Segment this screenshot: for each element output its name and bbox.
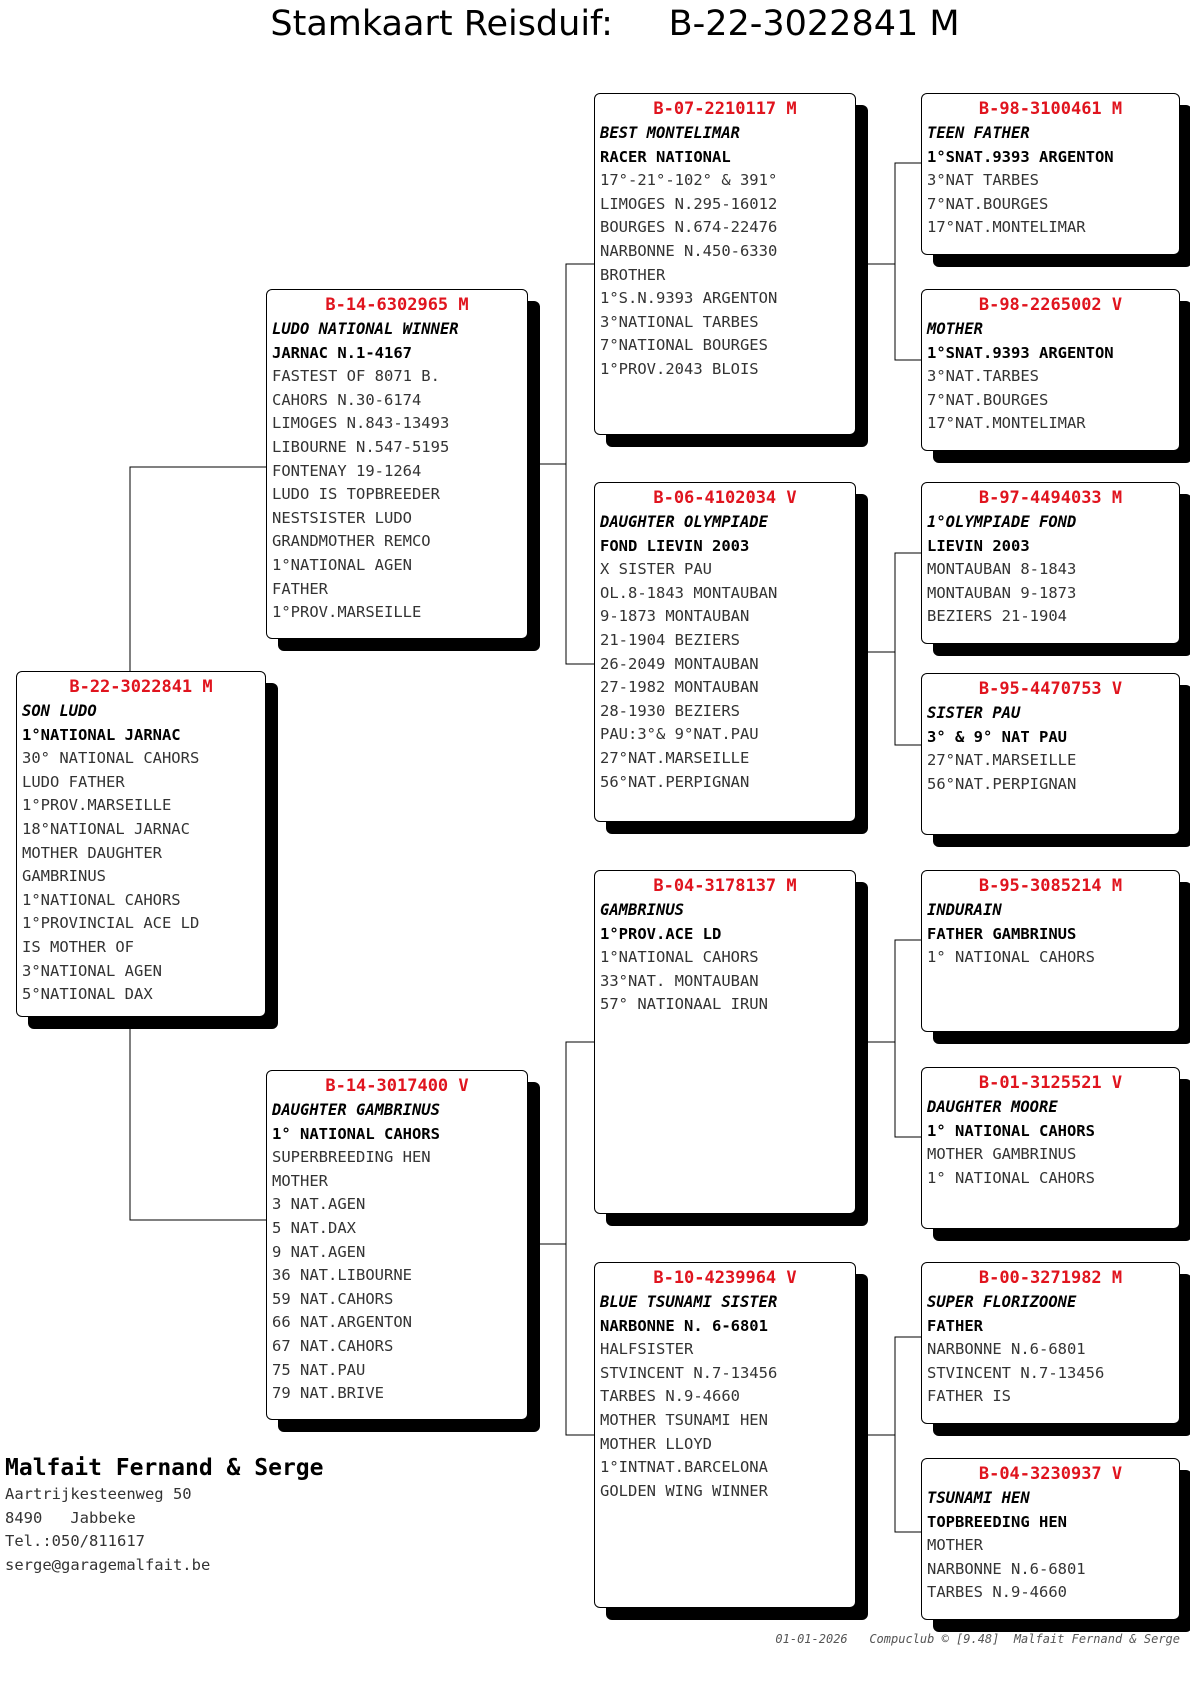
pigeon-result-line: 66 NAT.ARGENTON (272, 1313, 412, 1332)
pigeon-ring-number: B-97-4494033 M (978, 488, 1123, 508)
owner-city: 8490 Jabbeke (5, 1508, 136, 1527)
pigeon-result-line: 1°NATIONAL AGEN (272, 555, 412, 574)
pigeon-result-line: 75 NAT.PAU (272, 1360, 366, 1379)
pigeon-result-line: 5°NATIONAL DAX (22, 985, 153, 1004)
pigeon-card (266, 1070, 528, 1420)
pigeon-result-line: 56°NAT.PERPIGNAN (927, 774, 1077, 793)
pigeon-result-line: 1°NATIONAL JARNAC (22, 725, 181, 744)
pigeon-result-line: GRANDMOTHER REMCO (272, 532, 431, 551)
pigeon-card (594, 870, 856, 1214)
pigeon-card (266, 289, 528, 639)
pigeon-name: TSUNAMI HEN (927, 1489, 1030, 1507)
pigeon-name: BLUE TSUNAMI SISTER (600, 1293, 778, 1311)
pigeon-result-line: 1°NATIONAL CAHORS (22, 890, 181, 909)
pigeon-ring-number: B-06-4102034 V (653, 488, 797, 508)
pigeon-result-line: 5 NAT.DAX (272, 1218, 356, 1237)
pigeon-result-line: MOTHER GAMBRINUS (927, 1145, 1077, 1164)
pigeon-result-line: NESTSISTER LUDO (272, 508, 412, 527)
pigeon-card (921, 1262, 1180, 1424)
pigeon-result-line: 27°NAT.MARSEILLE (600, 748, 750, 767)
pigeon-result-line: NARBONNE N.6-6801 (927, 1340, 1086, 1359)
pigeon-result-line: 7°NATIONAL BOURGES (600, 336, 768, 355)
pigeon-name: INDURAIN (927, 901, 1002, 919)
pigeon-result-line: 1°INTNAT.BARCELONA (600, 1458, 768, 1477)
pigeon-result-line: MONTAUBAN 9-1873 (927, 583, 1077, 602)
owner-street: Aartrijkesteenweg 50 (5, 1485, 192, 1503)
pigeon-result-line: NARBONNE N.6-6801 (927, 1559, 1086, 1578)
pigeon-result-line: FATHER (272, 579, 328, 598)
pigeon-card (921, 1067, 1180, 1229)
pigeon-result-line: LUDO IS TOPBREEDER (272, 485, 440, 504)
pigeon-result-line: MONTAUBAN 8-1843 (927, 560, 1077, 579)
pigeon-card (594, 1262, 856, 1608)
owner-phone: Tel.:050/811617 (5, 1532, 145, 1551)
footer (775, 1632, 1180, 1646)
pigeon-result-line: 1°PROVINCIAL ACE LD (22, 914, 200, 933)
pigeon-result-line: FATHER GAMBRINUS (927, 924, 1077, 943)
pigeon-name: SON LUDO (22, 702, 97, 720)
pigeon-result-line: 36 NAT.LIBOURNE (272, 1266, 412, 1285)
pigeon-result-line: 3°NATIONAL TARBES (600, 312, 759, 331)
pigeon-result-line: LUDO FATHER (22, 772, 125, 791)
pigeon-result-line: TOPBREEDING HEN (927, 1512, 1067, 1531)
pigeon-name: SISTER PAU (927, 704, 1021, 722)
pigeon-result-line: BEZIERS 21-1904 (927, 607, 1067, 626)
pigeon-result-line: 3° & 9° NAT PAU (927, 727, 1067, 746)
pigeon-name: LUDO NATIONAL WINNER (272, 320, 459, 338)
pigeon-result-line: 1°NATIONAL CAHORS (600, 948, 759, 967)
pigeon-name: DAUGHTER GAMBRINUS (272, 1101, 440, 1119)
pigeon-result-line: X SISTER PAU (600, 560, 712, 579)
pigeon-result-line: MOTHER DAUGHTER (22, 843, 162, 862)
pigeon-result-line: 9 NAT.AGEN (272, 1242, 366, 1261)
pigeon-result-line: 1° NATIONAL CAHORS (272, 1124, 440, 1143)
pigeon-result-line: 7°NAT.BOURGES (927, 390, 1049, 409)
pigeon-result-line: 21-1904 BEZIERS (600, 630, 740, 649)
pigeon-card (921, 870, 1180, 1032)
title-label: Stamkaart Reisduif: (270, 4, 613, 44)
pigeon-name: MOTHER (927, 320, 983, 338)
pigeon-name: SUPER FLORIZOONE (927, 1293, 1077, 1311)
pigeon-result-line: 1°PROV.MARSEILLE (22, 796, 172, 815)
pigeon-ring-number: B-04-3178137 M (653, 876, 797, 896)
pigeon-result-line: FATHER (927, 1316, 983, 1335)
pigeon-result-line: LIEVIN 2003 (927, 536, 1030, 555)
pigeon-result-line: 79 NAT.BRIVE (272, 1384, 384, 1403)
pigeon-result-line: 67 NAT.CAHORS (272, 1336, 394, 1355)
pigeon-result-line: MOTHER TSUNAMI HEN (600, 1410, 768, 1429)
pigeon-ring-number: B-98-2265002 V (978, 295, 1123, 315)
pigeon-result-line: GAMBRINUS (22, 867, 106, 886)
pigeon-result-line: BOURGES N.674-22476 (600, 218, 778, 237)
pigeon-card (594, 93, 856, 435)
pigeon-card (594, 482, 856, 822)
pigeon-result-line: CAHORS N.30-6174 (272, 390, 422, 409)
pigeon-result-line: IS MOTHER OF (22, 937, 134, 956)
pigeon-result-line: 1° NATIONAL CAHORS (927, 1168, 1095, 1187)
pigeon-card (921, 93, 1180, 255)
pigeon-result-line: MOTHER (927, 1536, 983, 1555)
pigeon-result-line: 7°NAT.BOURGES (927, 194, 1049, 213)
footer-software: Compuclub © [9.48] (869, 1632, 1000, 1646)
pigeon-name: GAMBRINUS (600, 901, 684, 919)
pigeon-result-line: 1°S.N.9393 ARGENTON (600, 289, 778, 308)
pigeon-result-line: STVINCENT N.7-13456 (600, 1363, 778, 1382)
pigeon-result-line: 17°-21°-102° & 391° (600, 171, 778, 190)
pigeon-result-line: 3°NAT.TARBES (927, 367, 1039, 386)
pigeon-ring-number: B-07-2210117 M (653, 99, 797, 119)
pigeon-ring-number: B-98-3100461 M (978, 99, 1123, 119)
pigeon-result-line: 1° NATIONAL CAHORS (927, 1121, 1095, 1140)
pigeon-name: BEST MONTELIMAR (600, 124, 740, 142)
pigeon-ring-number: B-22-3022841 M (69, 677, 213, 697)
footer-owner: Malfait Fernand & Serge (1013, 1632, 1180, 1646)
owner-name: Malfait Fernand & Serge (5, 1455, 324, 1481)
pigeon-result-line: 28-1930 BEZIERS (600, 701, 740, 720)
pigeon-result-line: 3 NAT.AGEN (272, 1195, 366, 1214)
pigeon-result-line: 1° NATIONAL CAHORS (927, 948, 1095, 967)
pigeon-result-line: GOLDEN WING WINNER (600, 1481, 768, 1500)
pigeon-result-line: HALFSISTER (600, 1340, 694, 1359)
pigeon-result-line: 57° NATIONAAL IRUN (600, 995, 768, 1014)
pigeon-card (921, 289, 1180, 451)
pigeon-result-line: 26-2049 MONTAUBAN (600, 654, 759, 673)
pigeon-result-line: 3°NATIONAL AGEN (22, 961, 162, 980)
pigeon-card (921, 482, 1180, 644)
pigeon-result-line: FASTEST OF 8071 B. (272, 367, 440, 386)
pigeon-result-line: 17°NAT.MONTELIMAR (927, 218, 1086, 237)
pigeon-result-line: 1°PROV.2043 BLOIS (600, 359, 759, 378)
pigeon-ring-number: B-95-4470753 V (978, 679, 1123, 699)
pigeon-result-line: 1°PROV.ACE LD (600, 924, 722, 943)
pigeon-name: TEEN FATHER (927, 124, 1030, 142)
pigeon-result-line: 56°NAT.PERPIGNAN (600, 772, 750, 791)
owner-email[interactable]: serge@garagemalfait.be (5, 1555, 211, 1574)
pigeon-ring-number: B-14-3017400 V (325, 1076, 469, 1096)
pigeon-result-line: 1°SNAT.9393 ARGENTON (927, 147, 1114, 166)
pigeon-card (921, 673, 1180, 835)
pigeon-result-line: FONTENAY 19-1264 (272, 461, 422, 480)
owner-block (5, 1453, 324, 1577)
pigeon-card (921, 1458, 1180, 1620)
pigeon-result-line: 18°NATIONAL JARNAC (22, 819, 190, 838)
pigeon-name: DAUGHTER OLYMPIADE (600, 513, 768, 531)
pigeon-result-line: LIBOURNE N.547-5195 (272, 437, 450, 456)
pigeon-result-line: 1°PROV.MARSEILLE (272, 603, 422, 622)
pigeon-ring-number: B-04-3230937 V (978, 1464, 1123, 1484)
pigeon-result-line: 3°NAT TARBES (927, 171, 1039, 190)
pigeon-result-line: FATHER IS (927, 1387, 1011, 1406)
pigeon-result-line: FOND LIEVIN 2003 (600, 536, 750, 555)
pigeon-ring-number: B-01-3125521 V (978, 1073, 1123, 1093)
pigeon-result-line: NARBONNE N. 6-6801 (600, 1316, 768, 1335)
pigeon-ring-number: B-10-4239964 V (653, 1268, 797, 1288)
pigeon-result-line: 30° NATIONAL CAHORS (22, 749, 200, 768)
pigeon-result-line: LIMOGES N.295-16012 (600, 194, 778, 213)
pigeon-ring-number: B-14-6302965 M (325, 295, 469, 315)
pigeon-result-line: 9-1873 MONTAUBAN (600, 607, 750, 626)
pigeon-result-line: NARBONNE N.450-6330 (600, 241, 778, 260)
pigeon-result-line: 27°NAT.MARSEILLE (927, 751, 1077, 770)
pigeon-result-line: 27-1982 MONTAUBAN (600, 678, 759, 697)
footer-date: 01-01-2026 (775, 1632, 848, 1646)
pigeon-result-line: MOTHER (272, 1171, 328, 1190)
pigeon-result-line: 33°NAT. MONTAUBAN (600, 971, 759, 990)
pigeon-result-line: 1°SNAT.9393 ARGENTON (927, 343, 1114, 362)
pigeon-card (16, 671, 266, 1017)
pigeon-ring-number: B-95-3085214 M (978, 876, 1123, 896)
pigeon-result-line: BROTHER (600, 265, 666, 284)
pigeon-result-line: TARBES N.9-4660 (927, 1583, 1067, 1602)
pigeon-ring-number: B-00-3271982 M (978, 1268, 1123, 1288)
pigeon-result-line: OL.8-1843 MONTAUBAN (600, 583, 778, 602)
pigeon-result-line: 59 NAT.CAHORS (272, 1289, 394, 1308)
pigeon-result-line: LIMOGES N.843-13493 (272, 414, 450, 433)
pigeon-name: 1°OLYMPIADE FOND (927, 513, 1077, 531)
pigeon-result-line: RACER NATIONAL (600, 147, 731, 166)
pigeon-name: DAUGHTER MOORE (927, 1098, 1058, 1116)
pigeon-result-line: MOTHER LLOYD (600, 1434, 712, 1453)
title-ring: B-22-3022841 M (668, 4, 960, 44)
pigeon-result-line: JARNAC N.1-4167 (272, 343, 412, 362)
pigeon-result-line: SUPERBREEDING HEN (272, 1148, 431, 1167)
pigeon-result-line: TARBES N.9-4660 (600, 1387, 740, 1406)
pigeon-result-line: PAU:3°& 9°NAT.PAU (600, 725, 759, 744)
pigeon-result-line: STVINCENT N.7-13456 (927, 1363, 1105, 1382)
pigeon-result-line: 17°NAT.MONTELIMAR (927, 414, 1086, 433)
